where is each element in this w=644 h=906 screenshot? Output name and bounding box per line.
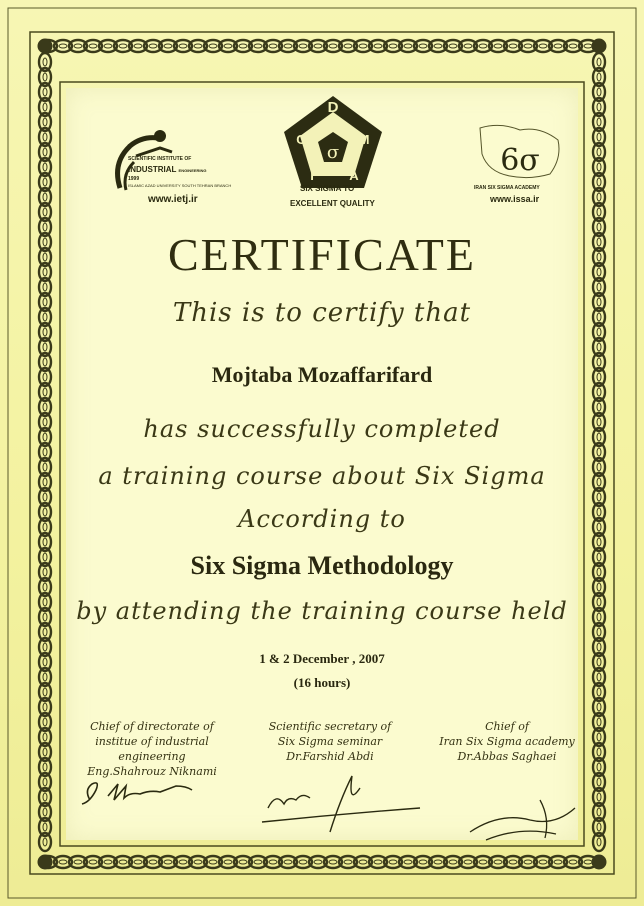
signatory-1-role1: Chief of directorate of [90, 720, 214, 733]
signature-saghaei [470, 800, 575, 840]
ietj-logo-line1: SCIENTIFIC INSTITUTE OF [128, 156, 192, 162]
ietj-logo-industrial: INDUSTRIAL [128, 165, 177, 174]
according-text: According to [238, 505, 406, 533]
signatory-3-role2: Iran Six Sigma academy [439, 735, 575, 748]
recipient-name: Mojtaba Mozaffarifard [211, 362, 433, 387]
dmaic-letter-i: I [310, 168, 314, 183]
ietj-logo-engineering: ENGINEERING [178, 168, 207, 173]
dmaic-caption-line2: EXCELLENT QUALITY [290, 199, 375, 208]
signature-abdi [262, 776, 420, 832]
certify-intro-text: This is to certify that [172, 298, 472, 328]
signatory-2-role2: Six Sigma seminar [277, 735, 383, 748]
methodology-text: Six Sigma Methodology [190, 551, 454, 580]
signatory-1-name: Eng.Shahrouz Niknami [87, 765, 217, 778]
signatory-1-role2: institue of industrial engineering [95, 735, 209, 763]
signature-niknami [82, 783, 192, 804]
signatory-2-name: Dr.Farshid Abdi [286, 750, 374, 763]
course-hours: (16 hours) [293, 675, 351, 690]
issa-logo-url: www.issa.ir [490, 194, 540, 204]
ietj-logo-university: ISLAMIC AZAD UNIVERSITY SOUTH TEHRAN BRANCH [128, 183, 232, 188]
completed-text: has successfully completed [143, 415, 501, 443]
dmaic-letter-d: D [327, 99, 339, 116]
ietj-logo-url: www.ietj.ir [148, 194, 198, 205]
ietj-logo-year: 1999 [128, 176, 140, 182]
dmaic-letter-a: A [349, 168, 359, 183]
issa-logo-caption: IRAN SIX SIGMA ACADEMY [474, 185, 540, 191]
issa-logo-mark: 6σ [500, 143, 540, 178]
signatory-2-role1: Scientific secretary of [268, 720, 392, 733]
attending-text: by attending the training course held [76, 597, 568, 625]
svg-text:σ: σ [326, 142, 340, 163]
course-date: 1 & 2 December , 2007 [259, 651, 385, 666]
dmaic-letter-m: M [358, 132, 370, 147]
dmaic-letter-c: C [296, 132, 306, 147]
signatory-3-name: Dr.Abbas Saghaei [457, 750, 557, 763]
signatory-3-role1: Chief of [485, 720, 529, 733]
course-text: a training course about Six Sigma [98, 462, 546, 490]
certificate-title: CERTIFICATE [167, 229, 477, 280]
dmaic-caption-line1: SIX SIGMA TO [300, 184, 355, 193]
